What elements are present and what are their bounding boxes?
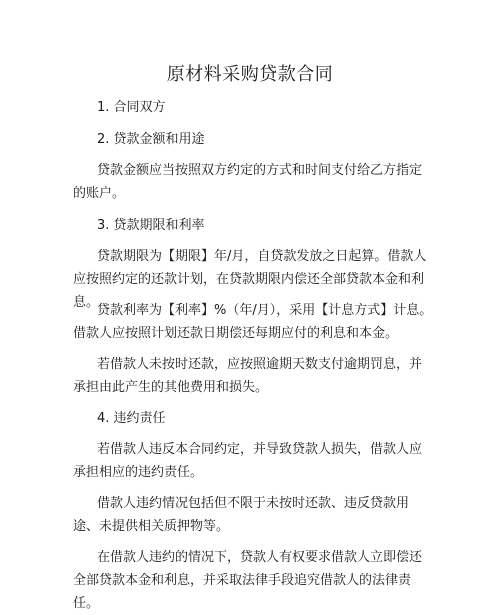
section-heading-term-rate: 3. 贷款期限和利率 [97,218,205,233]
paragraph-payment-account: 贷款金额应当按照双方约定的方式和时间支付给乙方指定的账户。 [73,163,423,201]
section-heading-amount-purpose: 2. 贷款金额和用途 [97,132,205,147]
document-title: 原材料采购贷款合同 [166,64,334,85]
paragraph-interest-rate: 贷款利率为【利率】%（年/月），采用【计息方式】计息。借款人应按照计划还款日期偿还每期应付的利息和本金。 [73,303,433,341]
paragraph-loan-term: 贷款期限为【期限】年/月，自贷款发放之日起算。借款人应按照约定的还款计划，在贷款期限内偿还全部贷款本金和利息。 [73,249,427,310]
paragraph-breach-remedy: 在借款人违约的情况下，贷款人有权要求借款人立即偿还全部贷款本金和利息，并采取法律手段追究借款人的法律责任。 [73,550,423,611]
section-heading-liability: 4. 违约责任 [97,411,166,426]
paragraph-late-payment: 若借款人未按时还款，应按照逾期天数支付逾期罚息，并承担由此产生的其他费用和损失。 [73,357,423,395]
paragraph-breach-cases: 借款人违约情况包括但不限于未按时还款、违反贷款用途、未提供相关质押物等。 [73,496,410,534]
paragraph-breach-liability: 若借款人违反本合同约定，并导致贷款人损失，借款人应承担相应的违约责任。 [73,442,423,480]
section-heading-parties: 1. 合同双方 [97,100,166,115]
